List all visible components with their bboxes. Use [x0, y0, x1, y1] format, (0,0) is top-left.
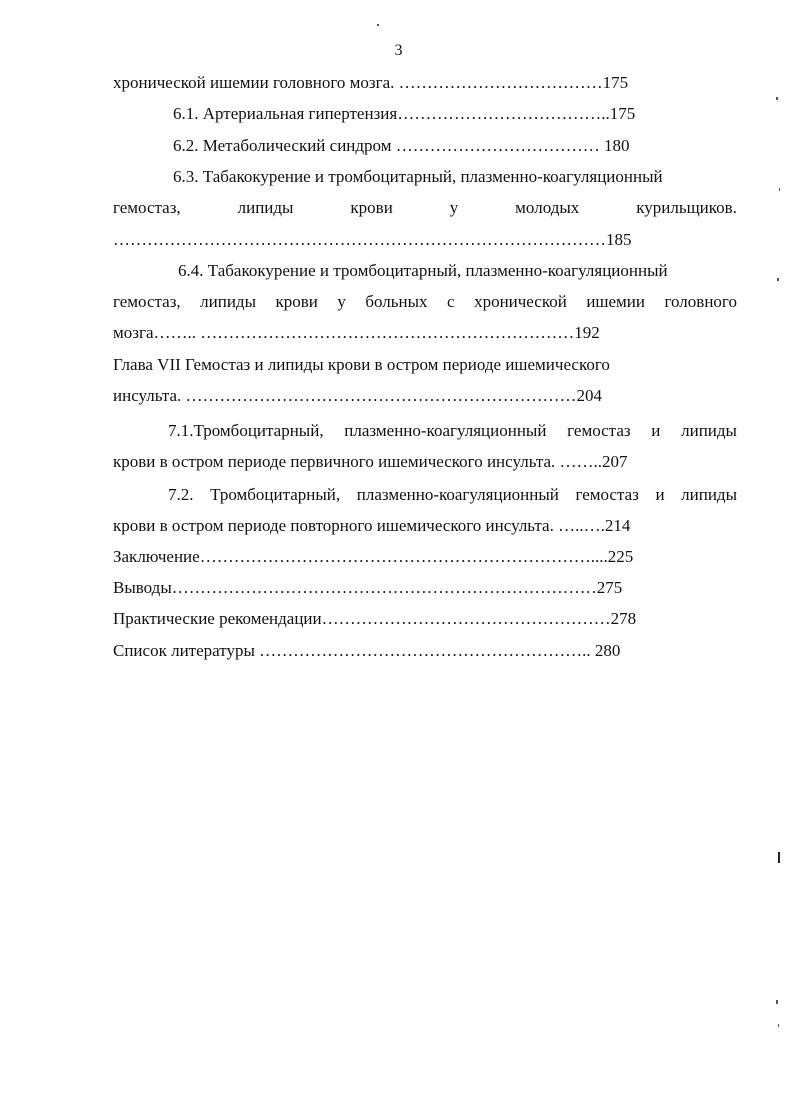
scan-speck	[778, 1024, 779, 1027]
toc-line-justified	[113, 292, 737, 312]
toc-word: гемостаз	[567, 421, 631, 440]
scan-speck	[778, 852, 780, 863]
toc-word: с	[447, 292, 455, 311]
toc-word: ишемии	[586, 292, 645, 311]
scan-speck	[377, 24, 379, 26]
toc-line: 6.2. Метаболический синдром ……………………………… 180	[173, 136, 630, 155]
toc-line: инсульта. ……………………………………………………………204	[113, 386, 603, 405]
toc-word: гемостаз,	[113, 198, 181, 217]
toc-word: липиды	[237, 198, 294, 217]
toc-word: у	[449, 198, 459, 217]
toc-line: хронической ишемии головного мозга. ………………………………175	[113, 73, 629, 92]
page-number: 3	[394, 42, 403, 59]
toc-line: 6.4. Табакокурение и тромбоцитарный, плазменно-коагуляционный	[178, 261, 668, 280]
scan-speck	[777, 278, 779, 281]
toc-line: крови в остром периоде повторного ишемического инсульта. …..….214	[113, 516, 631, 535]
toc-word: плазменно-коагуляционный	[356, 485, 559, 504]
toc-word: плазменно-коагуляционный	[344, 421, 547, 440]
toc-word: 7.2.	[168, 485, 194, 504]
scan-speck	[776, 97, 778, 100]
toc-line: крови в остром периоде первичного ишемического инсульта. ……..207	[113, 452, 628, 471]
toc-line-justified	[168, 421, 737, 441]
toc-word: молодых	[515, 198, 580, 217]
scan-speck	[779, 188, 780, 191]
scan-speck	[776, 1000, 778, 1004]
toc-word: 7.1.Тромбоцитарный,	[168, 421, 324, 440]
toc-line: 6.3. Табакокурение и тромбоцитарный, плазменно-коагуляционный	[173, 167, 663, 186]
toc-word: головного	[664, 292, 737, 311]
toc-line: мозга…….. …………………………………………………………192	[113, 323, 600, 342]
toc-word: крови	[275, 292, 318, 311]
toc-word: Тромбоцитарный,	[210, 485, 341, 504]
toc-line: 6.1. Артериальная гипертензия………………………………..175	[173, 104, 636, 123]
toc-word: гемостаз	[575, 485, 639, 504]
toc-word: липиды	[681, 485, 737, 504]
toc-line: Заключение……………………………………………………………....225	[113, 547, 634, 566]
toc-line-justified	[113, 198, 737, 218]
toc-word: и	[655, 485, 665, 504]
toc-line: Глава VII Гемостаз и липиды крови в остром периоде ишемического	[113, 355, 610, 374]
toc-line: Выводы…………………………………………………………………275	[113, 578, 623, 597]
toc-line-justified	[168, 485, 737, 505]
toc-line: ……………………………………………………………………………185	[113, 230, 632, 249]
toc-word: липиды	[681, 421, 737, 440]
toc-word: и	[651, 421, 661, 440]
toc-word: крови	[350, 198, 393, 217]
toc-word: курильщиков.	[636, 198, 737, 217]
toc-word: больных	[365, 292, 428, 311]
toc-word: хронической	[474, 292, 567, 311]
toc-line: Практические рекомендации……………………………………………278	[113, 609, 637, 628]
toc-word: гемостаз,	[113, 292, 181, 311]
toc-word: липиды	[200, 292, 257, 311]
toc-line: Список литературы ………………………………………………….. 280	[113, 641, 621, 660]
toc-word: у	[337, 292, 346, 311]
